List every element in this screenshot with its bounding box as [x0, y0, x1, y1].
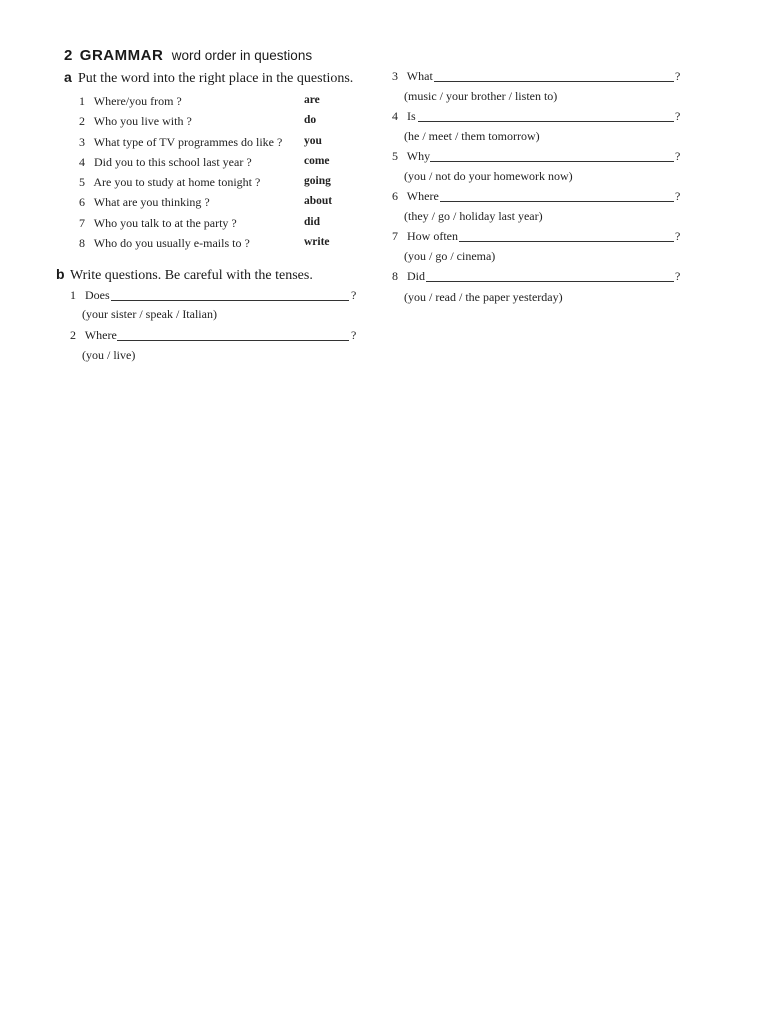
item-number: 8 [79, 236, 85, 250]
item-prompt: (they / go / holiday last year) [404, 209, 543, 223]
answer-line[interactable] [440, 201, 674, 202]
exercise-b-item [392, 69, 686, 85]
item-question: Where/you from ? [93, 94, 182, 108]
answer-line[interactable] [111, 300, 349, 301]
item-prompt: (he / meet / them tomorrow) [404, 129, 540, 143]
item-number: 5 [79, 175, 85, 189]
item-question: Who you live with ? [93, 114, 192, 128]
answer-line[interactable] [418, 121, 674, 122]
part-b-letter: b [56, 266, 65, 282]
exercise-a-item [79, 114, 339, 132]
question-mark: ? [351, 328, 357, 342]
item-question: Who do you usually e-mails to ? [93, 236, 250, 250]
item-start-word: How often [407, 229, 458, 243]
item-prompt: (you / live) [82, 348, 136, 362]
item-word: do [304, 114, 317, 126]
part-b-title [56, 266, 313, 284]
question-mark: ? [675, 109, 681, 123]
answer-line[interactable] [430, 161, 674, 162]
item-prompt: (your sister / speak / Italian) [82, 307, 217, 321]
exercise-b-item [392, 109, 686, 125]
question-mark: ? [675, 69, 681, 83]
item-question: Who you talk to at the party ? [93, 216, 237, 230]
exercise-b-item [392, 189, 686, 205]
part-b-instruction: Write questions. Be careful with the tenses. [70, 268, 313, 283]
item-word: come [304, 155, 330, 167]
item-number: 5 [392, 149, 398, 163]
item-number: 7 [79, 216, 85, 230]
item-start-word: Does [85, 288, 110, 302]
item-question: Did you to this school last year ? [94, 155, 252, 169]
item-prompt: (music / your brother / listen to) [404, 89, 558, 103]
item-number: 6 [392, 189, 398, 203]
item-number: 2 [70, 328, 76, 342]
item-start-word: Why [406, 149, 431, 163]
question-mark: ? [675, 229, 681, 243]
exercise-b-item [392, 229, 686, 245]
question-mark: ? [675, 269, 681, 283]
exercise-a-item [79, 155, 339, 173]
item-number: 7 [392, 229, 398, 243]
exercise-a-item [79, 175, 339, 193]
exercise-a-item [79, 135, 339, 153]
item-question: What type of TV programmes do like ? [93, 135, 283, 149]
item-number: 3 [392, 69, 398, 83]
question-mark: ? [351, 288, 357, 302]
item-number: 4 [79, 155, 85, 169]
exercise-a-item [79, 216, 339, 234]
item-start-word: Where [84, 328, 117, 342]
item-number: 6 [79, 195, 85, 209]
item-prompt: (you / read / the paper yesterday) [404, 290, 563, 304]
question-mark: ? [675, 189, 681, 203]
item-number: 1 [79, 94, 85, 108]
item-word: write [304, 236, 330, 248]
item-number: 2 [79, 114, 85, 128]
exercise-b-item [70, 328, 360, 344]
answer-line[interactable] [426, 281, 674, 282]
item-number: 1 [70, 288, 76, 302]
item-start-word: Is [407, 109, 416, 123]
section-keyword: GRAMMAR [79, 47, 164, 64]
item-question: Are you to study at home tonight ? [93, 175, 261, 189]
item-word: are [304, 94, 320, 106]
item-start-word: Where [406, 189, 439, 203]
item-question: What are you thinking ? [93, 195, 210, 209]
item-word: going [304, 175, 331, 187]
answer-line[interactable] [459, 241, 674, 242]
section-subtitle: word order in questions [171, 48, 313, 63]
item-word: about [304, 195, 333, 207]
part-a-instruction: Put the word into the right place in the questions. [78, 71, 354, 86]
exercise-a-item [79, 195, 339, 213]
item-word: you [304, 135, 322, 147]
exercise-a-item [79, 236, 339, 254]
answer-line[interactable] [117, 340, 349, 341]
exercise-b-item [392, 149, 686, 165]
section-number: 2 [64, 47, 73, 64]
section-heading [64, 47, 312, 65]
question-mark: ? [675, 149, 681, 163]
exercise-b-item [70, 288, 360, 304]
item-number: 3 [79, 135, 85, 149]
exercise-b-item [392, 269, 686, 285]
answer-line[interactable] [434, 81, 674, 82]
item-start-word: Did [407, 269, 425, 283]
item-number: 8 [392, 269, 398, 283]
item-start-word: What [406, 69, 433, 83]
item-prompt: (you / go / cinema) [404, 249, 496, 263]
exercise-a-item [79, 94, 339, 112]
item-prompt: (you / not do your homework now) [404, 169, 573, 183]
part-a-title [64, 69, 353, 87]
item-number: 4 [392, 109, 398, 123]
part-a-letter: a [64, 69, 72, 85]
item-word: did [304, 216, 320, 228]
